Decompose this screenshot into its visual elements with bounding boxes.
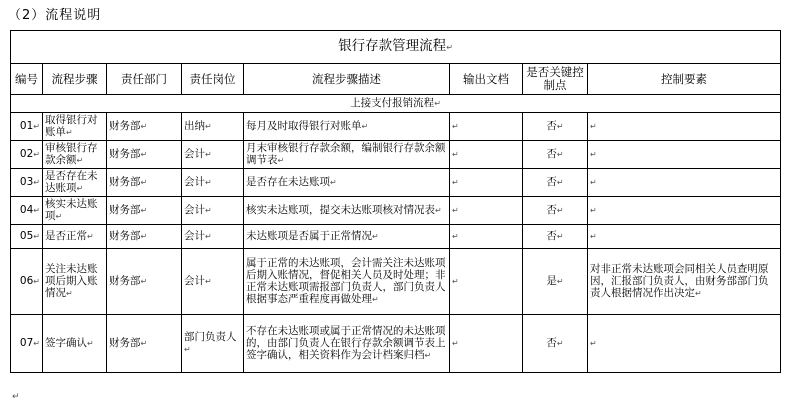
cell-no <box>11 315 43 373</box>
header-key: 是否关键控制点 <box>523 64 588 95</box>
paragraph-mark-icon: ↵ <box>556 339 564 348</box>
paragraph-mark-icon: ↵ <box>33 206 40 215</box>
cell-step-text: 审核银行存款余额 <box>45 142 98 166</box>
cell-step <box>43 141 107 169</box>
cell-step <box>43 197 107 225</box>
cell-post-text: 会计 <box>184 230 205 242</box>
cell-step-text: 是否存在未达账项 <box>45 170 98 194</box>
paragraph-mark-icon: ↵ <box>76 156 84 165</box>
cell-control <box>588 197 781 225</box>
cell-control <box>588 113 781 141</box>
cell-step-text: 是否正常 <box>45 230 87 242</box>
paragraph-mark-icon: ↵ <box>330 178 337 187</box>
cell-no-text: 06 <box>19 275 34 287</box>
paragraph-mark-icon: ↵ <box>556 122 564 131</box>
cell-key-text: 是 <box>546 275 557 287</box>
paragraph-mark-icon: ↵ <box>695 289 702 298</box>
cell-doc <box>450 169 523 197</box>
cell-no <box>11 249 43 315</box>
cell-control <box>588 315 781 373</box>
table-row <box>11 315 781 373</box>
cell-step-text: 关注未达账项后期入账情况 <box>45 263 98 299</box>
paragraph-mark-icon: ↵ <box>452 206 459 215</box>
paragraph-mark-icon: ↵ <box>33 232 40 241</box>
paragraph-mark-icon: ↵ <box>33 339 40 348</box>
cell-dept-text: 财务部 <box>109 120 141 132</box>
paragraph-mark-icon: ↵ <box>590 339 597 348</box>
paragraph-mark-icon: ↵ <box>205 206 212 215</box>
cell-desc <box>244 225 450 249</box>
cell-dept <box>107 225 182 249</box>
cell-step <box>43 113 107 141</box>
cell-control <box>588 169 781 197</box>
cell-no-text: 02 <box>19 148 34 160</box>
paragraph-mark-icon: ↵ <box>277 156 285 165</box>
cell-dept-text: 财务部 <box>109 176 141 188</box>
cell-no-text: 03 <box>19 176 34 188</box>
paragraph-mark-icon: ↵ <box>556 232 564 241</box>
table-title: 银行存款管理流程 <box>338 38 447 54</box>
cell-key-text: 否 <box>546 337 557 349</box>
paragraph-mark-icon: ↵ <box>590 122 597 131</box>
cell-key-text: 否 <box>546 120 557 132</box>
cell-step-text: 核实未达账项 <box>45 198 98 222</box>
cell-step-text: 签字确认 <box>45 337 87 349</box>
table-row <box>11 169 781 197</box>
paragraph-mark-icon: ↵ <box>372 295 379 304</box>
cell-post-text: 会计 <box>184 204 205 216</box>
paragraph-mark-icon: ↵ <box>452 339 459 348</box>
paragraph-mark-icon: ↵ <box>205 232 212 241</box>
cell-desc <box>244 169 450 197</box>
subheader-text: 上接支付报销流程 <box>350 97 435 109</box>
cell-post <box>182 197 244 225</box>
subheader-cell <box>11 95 781 113</box>
cell-doc <box>450 315 523 373</box>
header-row <box>11 64 781 95</box>
cell-post-text: 会计 <box>184 275 205 287</box>
paragraph-mark-icon: ↵ <box>452 150 459 159</box>
cell-dept <box>107 141 182 169</box>
cell-key-text: 否 <box>546 230 557 242</box>
paragraph-mark-icon: ↵ <box>33 150 40 159</box>
paragraph-mark-icon: ↵ <box>140 178 148 187</box>
cell-key <box>523 169 588 197</box>
cell-step <box>43 249 107 315</box>
cell-key <box>523 113 588 141</box>
header-no: 编号 <box>11 64 43 95</box>
cell-no <box>11 197 43 225</box>
cell-post <box>182 225 244 249</box>
paragraph-mark-icon: ↵ <box>140 232 148 241</box>
header-step: 流程步骤 <box>43 64 107 95</box>
header-desc: 流程步骤描述 <box>244 64 450 95</box>
paragraph-mark-icon: ↵ <box>556 206 564 215</box>
cell-dept-text: 财务部 <box>109 148 141 160</box>
cell-desc-text: 不存在未达账项或属于正常情况的未达账项的，由部门负责人在银行存款余额调节表上签字确认，相关资料作为会计档案归档 <box>246 325 446 361</box>
cell-doc <box>450 249 523 315</box>
paragraph-mark-icon: ↵ <box>66 128 73 137</box>
table-row <box>11 197 781 225</box>
paragraph-mark-icon: ↵ <box>140 122 148 131</box>
cell-post-text: 部门负责人 <box>184 331 237 343</box>
paragraph-mark-icon: ↵ <box>452 122 459 131</box>
paragraph-mark-icon: ↵ <box>140 150 148 159</box>
section-heading: （2）流程说明 <box>8 8 102 23</box>
cell-step <box>43 225 107 249</box>
cell-post-text: 出纳 <box>184 120 205 132</box>
paragraph-mark-icon: ↵ <box>140 277 148 286</box>
paragraph-mark-icon: ↵ <box>361 122 369 131</box>
cell-desc-text: 是否存在未达账项 <box>246 176 330 188</box>
paragraph-mark-icon: ↵ <box>556 178 564 187</box>
cell-desc <box>244 113 450 141</box>
cell-doc <box>450 113 523 141</box>
cell-control-text: 对非正常未达账项会同相关人员查明原因，汇报部门负责人，由财务部部门负责人根据情况作出决定 <box>590 263 769 299</box>
cell-key-text: 否 <box>546 176 557 188</box>
paragraph-mark-icon: ↵ <box>446 43 453 52</box>
header-post: 责任岗位 <box>182 64 244 95</box>
paragraph-mark-icon: ↵ <box>590 150 597 159</box>
paragraph-mark-icon: ↵ <box>590 206 597 215</box>
cell-no <box>11 169 43 197</box>
cell-no-text: 04 <box>19 204 34 216</box>
cell-key <box>523 315 588 373</box>
cell-dept-text: 财务部 <box>109 230 141 242</box>
cell-dept <box>107 315 182 373</box>
paragraph-mark-icon: ↵ <box>140 206 148 215</box>
paragraph-mark-icon: ↵ <box>556 277 564 286</box>
cell-desc-text: 每月及时取得银行对账单 <box>246 120 362 132</box>
paragraph-mark-icon: ↵ <box>556 150 564 159</box>
paragraph-mark-icon: ↵ <box>66 289 73 298</box>
cell-doc <box>450 141 523 169</box>
cell-post <box>182 113 244 141</box>
header-dept: 责任部门 <box>107 64 182 95</box>
cell-no <box>11 113 43 141</box>
paragraph-mark-icon: ↵ <box>452 232 459 241</box>
process-table <box>10 30 781 373</box>
paragraph-mark-icon: ↵ <box>205 150 212 159</box>
cell-step <box>43 169 107 197</box>
paragraph-mark-icon: ↵ <box>55 212 63 221</box>
cell-post <box>182 249 244 315</box>
table-row <box>11 141 781 169</box>
cell-doc <box>450 197 523 225</box>
cell-key <box>523 197 588 225</box>
paragraph-mark-icon: ↵ <box>33 122 40 131</box>
cell-desc <box>244 315 450 373</box>
paragraph-mark-icon: ↵ <box>184 345 191 354</box>
cell-dept-text: 财务部 <box>109 337 141 349</box>
cell-no-text: 07 <box>19 337 34 349</box>
cell-no <box>11 141 43 169</box>
table-row <box>11 113 781 141</box>
cell-doc <box>450 225 523 249</box>
paragraph-mark-icon: ↵ <box>424 351 432 360</box>
paragraph-mark-icon: ↵ <box>87 339 94 348</box>
table-row <box>11 249 781 315</box>
cell-dept-text: 财务部 <box>109 204 141 216</box>
cell-dept <box>107 113 182 141</box>
cell-no-text: 05 <box>19 230 34 242</box>
header-doc: 输出文档 <box>450 64 523 95</box>
cell-desc <box>244 249 450 315</box>
paragraph-mark-icon: ↵ <box>452 178 459 187</box>
paragraph-mark-icon: ↵ <box>87 232 94 241</box>
paragraph-mark-icon: ↵ <box>12 392 20 402</box>
cell-dept <box>107 197 182 225</box>
cell-control <box>588 249 781 315</box>
cell-post <box>182 141 244 169</box>
table-title-cell <box>11 31 781 64</box>
paragraph-mark-icon: ↵ <box>33 277 40 286</box>
cell-post-text: 会计 <box>184 148 205 160</box>
cell-step <box>43 315 107 373</box>
cell-dept <box>107 249 182 315</box>
cell-post <box>182 315 244 373</box>
cell-desc-text: 月末审核银行存款余额，编制银行存款余额调节表 <box>246 142 446 166</box>
cell-key <box>523 141 588 169</box>
paragraph-mark-icon: ↵ <box>372 232 379 241</box>
cell-desc <box>244 141 450 169</box>
paragraph-mark-icon: ↵ <box>452 277 459 286</box>
cell-desc-text: 属于正常的未达账项，会计需关注未达账项后期入账情况，督促相关人员及时处理；非正常未达账项需报部门负责人，部门负责人根据事态严重程度再做处理 <box>246 257 446 305</box>
paragraph-mark-icon: ↵ <box>205 122 212 131</box>
paragraph-mark-icon: ↵ <box>434 99 441 108</box>
cell-control <box>588 141 781 169</box>
cell-key <box>523 249 588 315</box>
cell-no-text: 01 <box>19 120 34 132</box>
cell-key-text: 否 <box>546 148 557 160</box>
paragraph-mark-icon: ↵ <box>205 277 212 286</box>
cell-control <box>588 225 781 249</box>
cell-no <box>11 225 43 249</box>
header-control: 控制要素 <box>588 64 781 95</box>
paragraph-mark-icon: ↵ <box>590 232 597 241</box>
cell-desc-text: 未达账项是否属于正常情况 <box>246 230 372 242</box>
cell-key-text: 否 <box>546 204 557 216</box>
cell-dept <box>107 169 182 197</box>
cell-post <box>182 169 244 197</box>
paragraph-mark-icon: ↵ <box>33 178 40 187</box>
cell-key <box>523 225 588 249</box>
cell-desc-text: 核实未达账项，提交未达账项核对情况表 <box>246 204 435 216</box>
paragraph-mark-icon: ↵ <box>76 184 84 193</box>
cell-desc <box>244 197 450 225</box>
paragraph-mark-icon: ↵ <box>205 178 212 187</box>
paragraph-mark-icon: ↵ <box>140 339 148 348</box>
cell-dept-text: 财务部 <box>109 275 141 287</box>
paragraph-mark-icon: ↵ <box>435 206 442 215</box>
cell-step-text: 取得银行对账单 <box>45 114 98 138</box>
paragraph-mark-icon: ↵ <box>590 178 597 187</box>
table-row <box>11 225 781 249</box>
cell-post-text: 会计 <box>184 176 205 188</box>
